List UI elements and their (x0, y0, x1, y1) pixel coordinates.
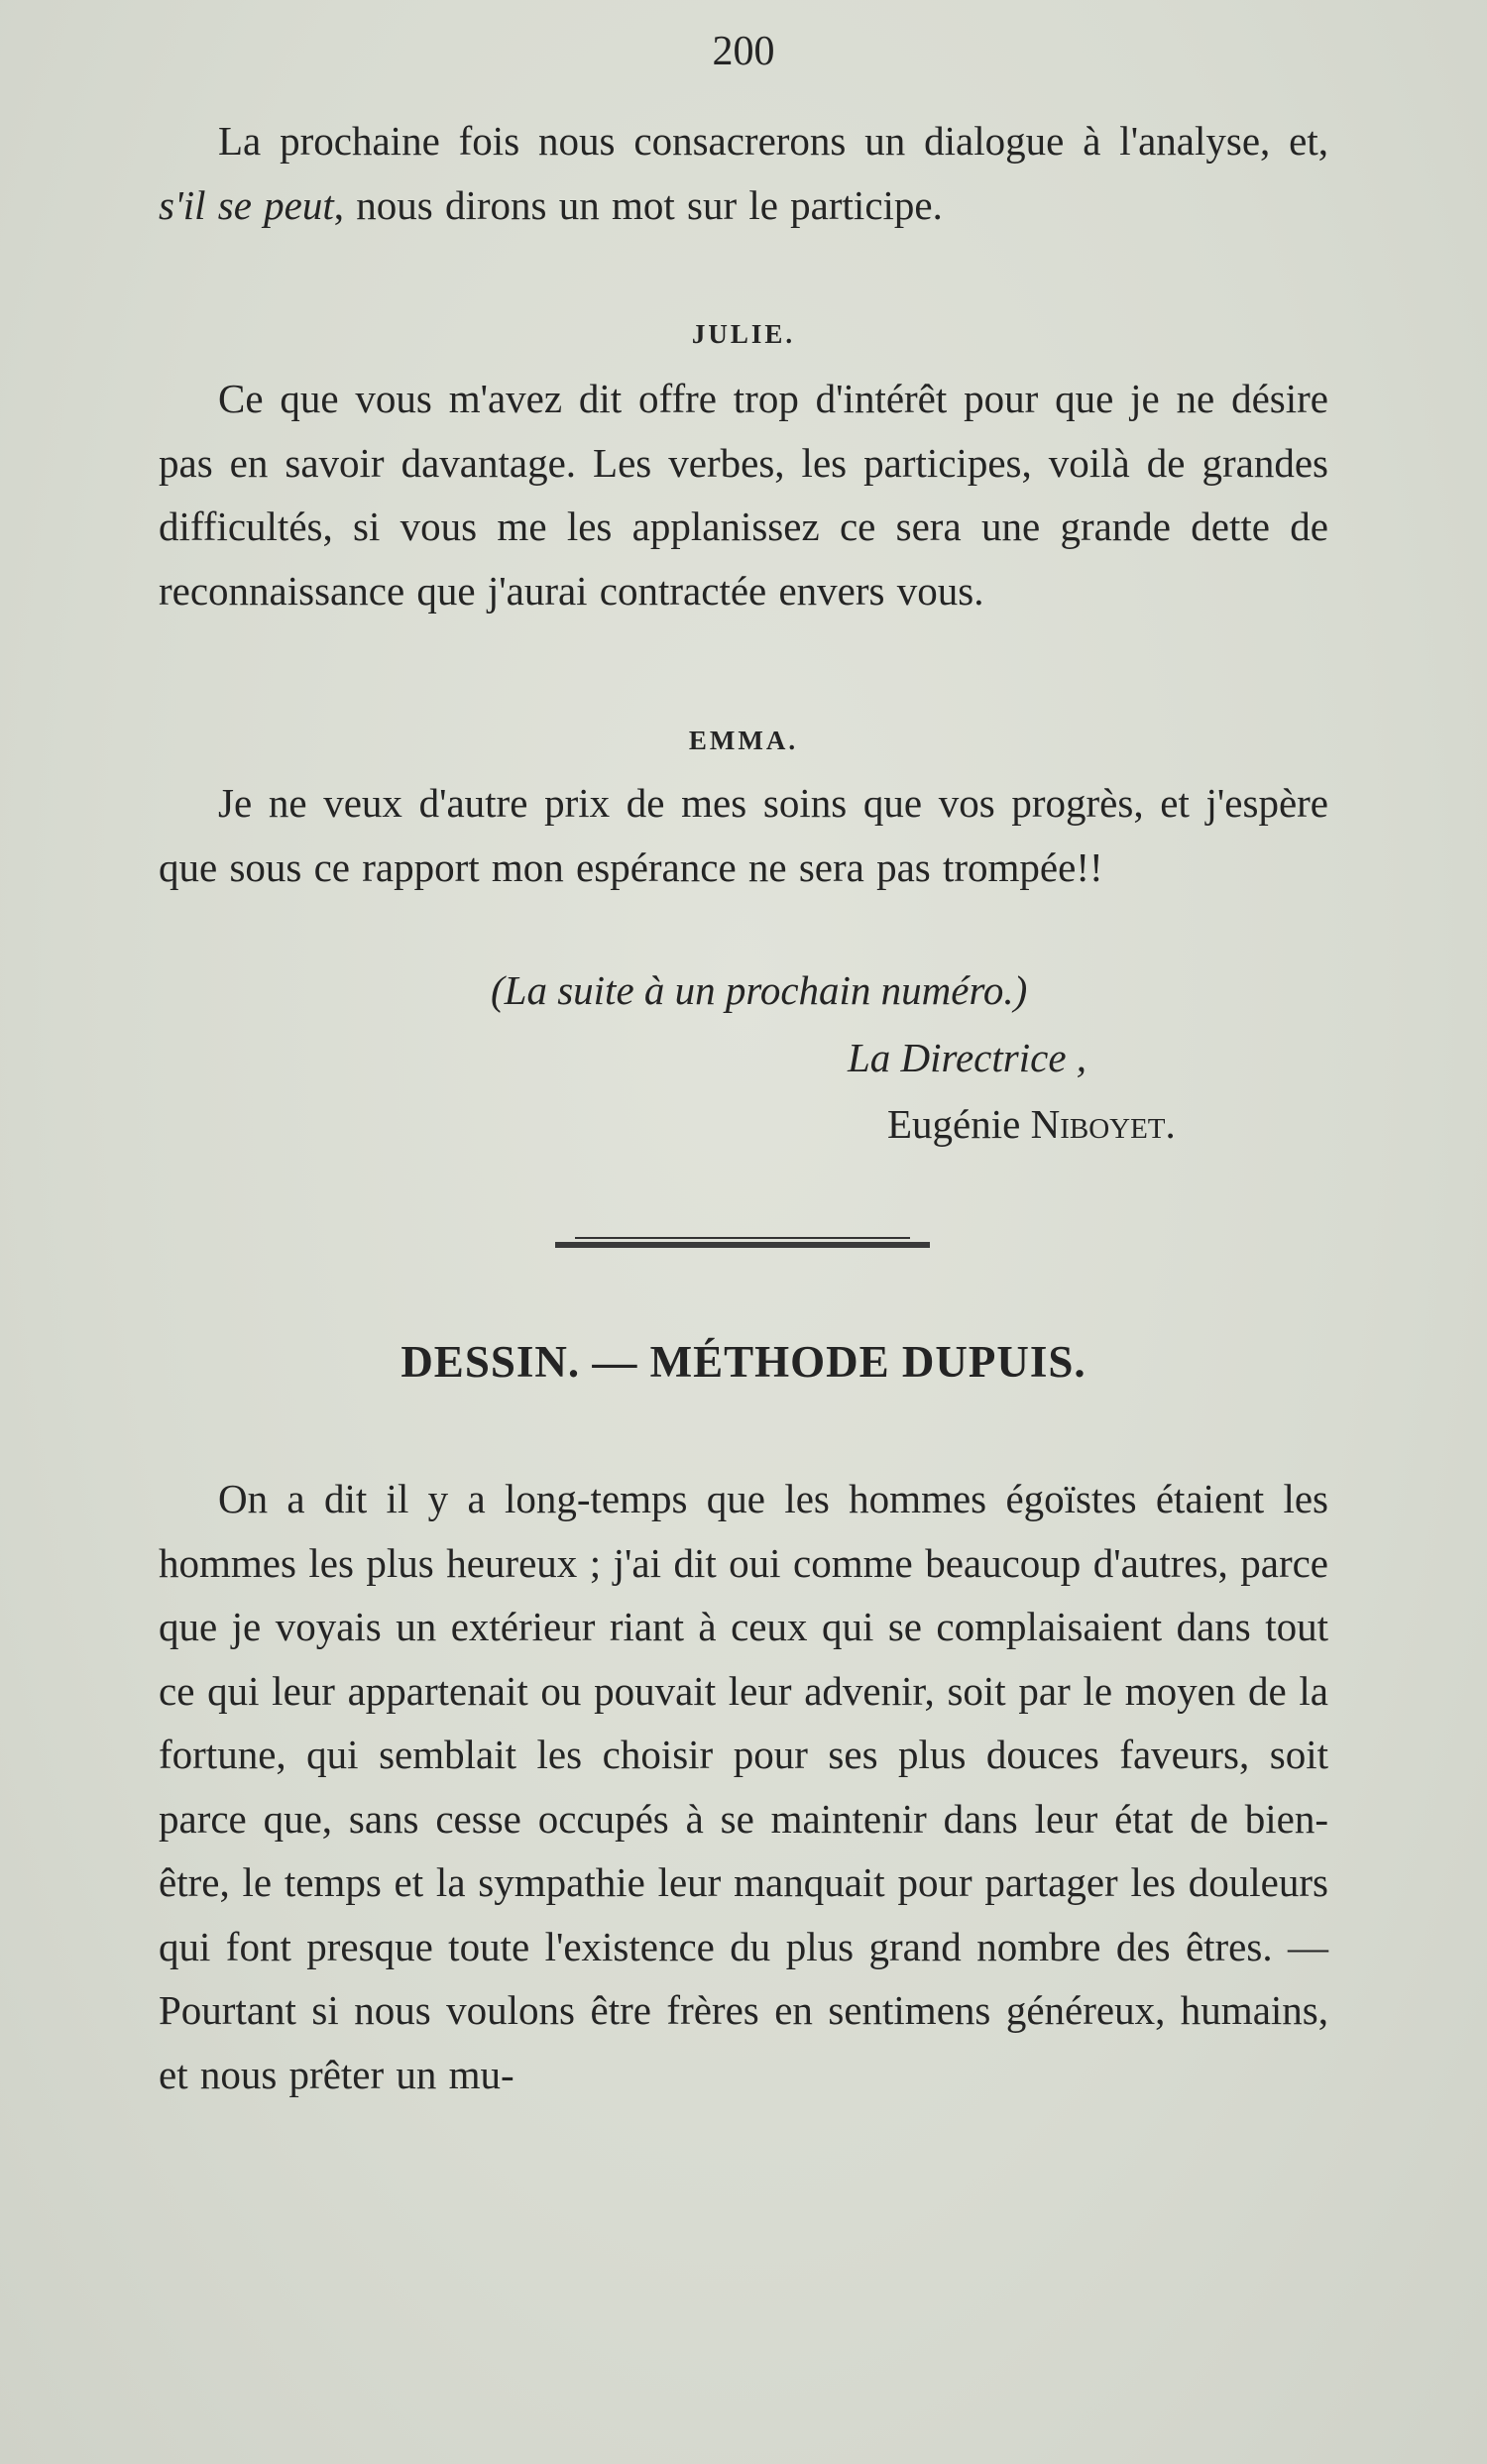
signature-first-name: Eugénie (887, 1101, 1031, 1147)
speaker-julie: JULIE. (691, 319, 796, 349)
paragraph-text (159, 109, 1328, 237)
section-divider (555, 1237, 930, 1251)
paragraph-text: On a dit il y a long-temps que les hommes égoïstes étaient les hommes les plus heureux ; j'ai dit oui comme beaucoup d'autres, parce que je voyais un extérieur riant à ceux qui se complaisaient dans tout ce qui leur appartenait ou pouvait leur advenir, soit par le moyen de la fortune, qui semblait les choisir pour ses plus douces faveurs, soit parce que, sans cesse occupés à se maintenir dans leur état de bien-être, le temps et la sympathie leur manquait pour partager les douleurs qui font presque toute l'existence du plus grand nombre des êtres. — Pourtant si nous voulons être frères en sentimens généreux, humains, et nous prêter un mu- (159, 1476, 1328, 2097)
signature-role: La Directrice , (848, 1035, 1087, 1080)
speaker-emma: EMMA. (688, 726, 799, 755)
paragraph-julie (159, 367, 1328, 622)
paragraph-next-time (159, 109, 1328, 237)
signature-name (887, 1100, 1176, 1148)
paragraph-text-end: , nous dirons un mot sur le participe. (333, 181, 943, 228)
divider-thick-line (555, 1242, 930, 1248)
section-title: DESSIN. — MÉTHODE DUPUIS. (400, 1337, 1087, 1387)
italic-phrase: s'il se peut (159, 181, 334, 228)
paragraph-text-start: La prochaine fois nous consacrerons un dialogue à l'analyse, et, (218, 118, 1328, 164)
continuation-note: (La suite à un prochain numéro.) (491, 967, 1028, 1013)
paragraph-emma (159, 771, 1328, 899)
paragraph-dessin (159, 1467, 1328, 2106)
signature-last-name: Niboyet. (1030, 1101, 1176, 1147)
paragraph-text: Ce que vous m'avez dit offre trop d'intérêt pour que je ne désire pas en savoir davantage. Les verbes, les participes, voilà de grandes difficultés, si vous me les applanissez ce sera une grande dette de reconnaissance que j'aurai contractée envers vous. (159, 376, 1328, 614)
divider-thin-line (575, 1237, 910, 1239)
page-number: 200 (712, 29, 775, 74)
paragraph-text: Je ne veux d'autre prix de mes soins que vos progrès, et j'espère que sous ce rapport mon espérance ne sera pas trompée!! (159, 780, 1328, 890)
